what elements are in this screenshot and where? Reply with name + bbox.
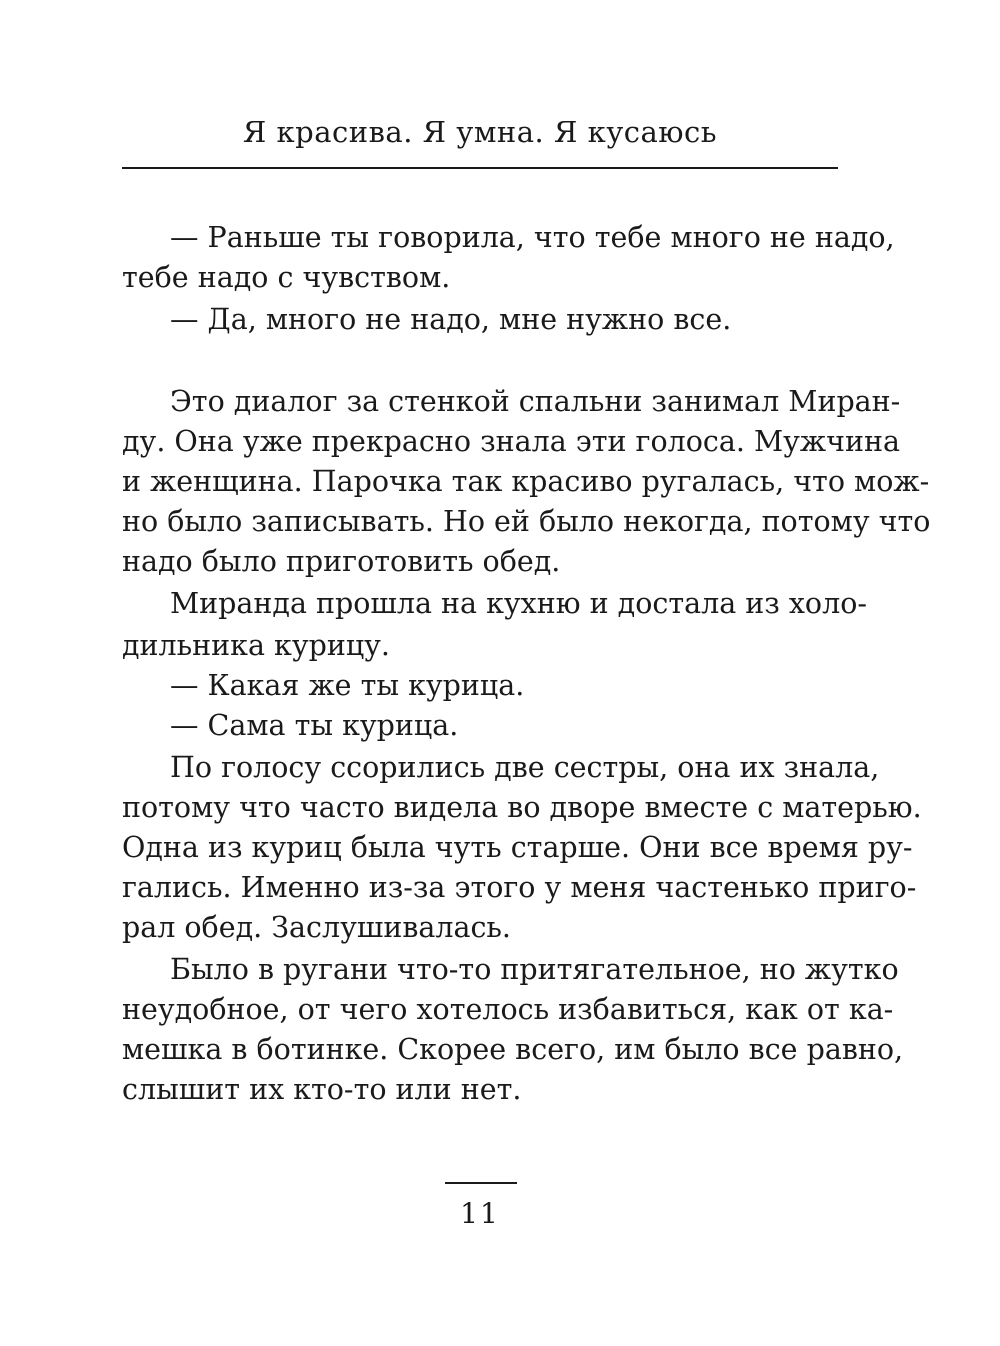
text-line: дильника курицу. bbox=[122, 629, 390, 662]
text-line: мешка в ботинке. Скорее всего, им было все равно, bbox=[122, 1033, 904, 1066]
text-line: — Да, много не надо, мне нужно все. bbox=[170, 303, 732, 336]
text-line: Было в ругани что-то притягательное, но жутко bbox=[170, 953, 899, 986]
text-line: Одна из куриц была чуть старше. Они все время ру- bbox=[122, 831, 913, 864]
footer-divider bbox=[445, 1182, 517, 1184]
text-line: надо было приготовить обед. bbox=[122, 545, 561, 578]
text-line: ду. Она уже прекрасно знала эти голоса. Мужчина bbox=[122, 425, 900, 458]
text-line: потому что часто видела во дворе вместе с матерью. bbox=[122, 791, 922, 824]
text-line: но было записывать. Но ей было некогда, потому что bbox=[122, 505, 931, 538]
text-line: Это диалог за стенкой спальни занимал Миран- bbox=[170, 385, 901, 418]
text-line: неудобное, от чего хотелось избавиться, как от ка- bbox=[122, 993, 894, 1026]
text-line: рал обед. Заслушивалась. bbox=[122, 911, 511, 944]
header-divider bbox=[122, 167, 838, 169]
text-line: слышит их кто-то или нет. bbox=[122, 1073, 522, 1106]
text-line: Миранда прошла на кухню и достала из холо- bbox=[170, 587, 867, 620]
page-number: 11 bbox=[460, 1197, 500, 1230]
text-line: гались. Именно из-за этого у меня частенько приго- bbox=[122, 871, 917, 904]
text-line: — Раньше ты говорила, что тебе много не надо, bbox=[170, 221, 895, 254]
text-line: — Какая же ты курица. bbox=[170, 669, 525, 702]
text-line: и женщина. Парочка так красиво ругалась, что мож- bbox=[122, 465, 930, 498]
text-line: По голосу ссорились две сестры, она их знала, bbox=[170, 751, 880, 784]
text-line: тебе надо с чувством. bbox=[122, 261, 451, 294]
text-line: — Сама ты курица. bbox=[170, 709, 459, 742]
running-header-title: Я красива. Я умна. Я кусаюсь bbox=[242, 115, 718, 149]
